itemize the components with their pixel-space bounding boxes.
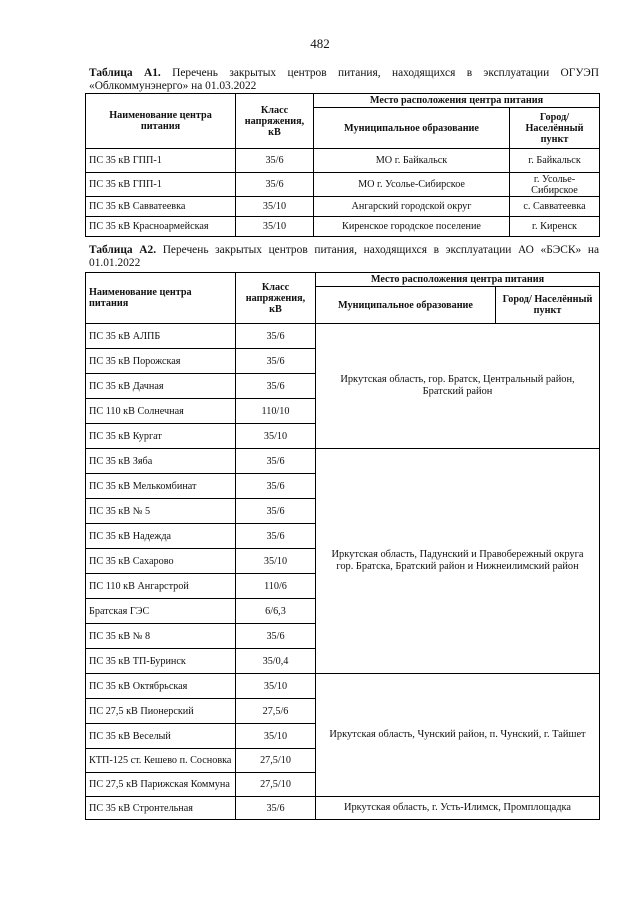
a2-header-city: Город/ Населённый пункт (496, 287, 600, 324)
cell-location: Иркутская область, гор. Братск, Центральный район, Братский район (316, 324, 600, 449)
cell-name: ПС 35 кВ Дачная (86, 374, 236, 399)
cell-municipality: Киренское городское поселение (314, 217, 510, 237)
cell-voltage: 35/10 (236, 549, 316, 574)
cell-voltage: 35/10 (236, 424, 316, 449)
table-a2-title: Перечень закрытых центров питания, находящихся в эксплуатации АО «БЭСК» на 01.01.2022 (89, 244, 599, 269)
cell-name: ПС 35 кВ ГПП-1 (86, 149, 236, 173)
cell-name: ПС 35 кВ Зяба (86, 449, 236, 474)
cell-city: г. Усолье-Сибирское (510, 173, 600, 197)
cell-city: г. Байкальск (510, 149, 600, 173)
table-row (86, 173, 600, 197)
table-a1-caption (89, 67, 599, 92)
cell-name: ПС 35 кВ Красноармейская (86, 217, 236, 237)
cell-name: КТП-125 ст. Кешево п. Сосновка (86, 749, 236, 773)
cell-voltage: 35/10 (236, 674, 316, 699)
table-row (86, 149, 600, 173)
cell-voltage: 35/0,4 (236, 649, 316, 674)
a1-header-location: Место расположения центра питания (314, 94, 600, 108)
cell-location: Иркутская область, г. Усть-Илимск, Промплощадка (316, 797, 600, 820)
cell-voltage: 35/6 (236, 349, 316, 374)
cell-voltage: 35/6 (236, 449, 316, 474)
cell-name: ПС 35 кВ Стронтельная (86, 797, 236, 820)
cell-city: г. Киренск (510, 217, 600, 237)
cell-municipality: МО г. Байкальск (314, 149, 510, 173)
cell-name: ПС 110 кВ Ангарстрой (86, 574, 236, 599)
cell-municipality: Ангарский городской округ (314, 197, 510, 217)
table-a1-title: Перечень закрытых центров питания, находящихся в эксплуатации ОГУЭП «Облкоммунэнерго» на 01.03.2022 (89, 67, 600, 92)
a1-header-voltage: Класс напряжения, кВ (236, 94, 314, 149)
cell-voltage: 35/6 (236, 149, 314, 173)
cell-name: ПС 35 кВ ТП-Буринск (86, 649, 236, 674)
cell-voltage: 35/6 (236, 499, 316, 524)
a2-header-voltage: Класс напряжения, кВ (236, 273, 316, 324)
cell-name: ПС 35 кВ ГПП-1 (86, 173, 236, 197)
cell-name: ПС 35 кВ Порожская (86, 349, 236, 374)
a1-header-name: Наименование центра питания (86, 94, 236, 149)
a1-header-city: Город/ Населённый пункт (510, 108, 600, 149)
cell-location: Иркутская область, Чунский район, п. Чунский, г. Тайшет (316, 674, 600, 797)
cell-voltage: 110/10 (236, 399, 316, 424)
cell-voltage: 35/10 (236, 724, 316, 749)
cell-name: ПС 35 кВ Надежда (86, 524, 236, 549)
cell-voltage: 110/6 (236, 574, 316, 599)
cell-location: Иркутская область, Падунский и Правобережный округа гор. Братска, Братский район и Нижнеилимский район (316, 449, 600, 674)
cell-voltage: 27,5/6 (236, 699, 316, 724)
table-a2-caption (89, 244, 599, 269)
table-row (86, 797, 600, 820)
cell-name: ПС 27,5 кВ Пионерский (86, 699, 236, 724)
cell-name: ПС 35 кВ Мелькомбинат (86, 474, 236, 499)
a2-header-location: Место расположения центра питания (316, 273, 600, 287)
table-a1-label: Таблица А1. (89, 67, 161, 79)
cell-voltage: 35/6 (236, 797, 316, 820)
cell-name: ПС 35 кВ Савватеевка (86, 197, 236, 217)
cell-name: ПС 110 кВ Солнечная (86, 399, 236, 424)
cell-name: ПС 35 кВ Веселый (86, 724, 236, 749)
cell-municipality: МО г. Усолье-Сибирское (314, 173, 510, 197)
cell-name: ПС 27,5 кВ Парижская Коммуна (86, 773, 236, 797)
cell-voltage: 27,5/10 (236, 773, 316, 797)
a2-header-name: Наименование центра питания (86, 273, 236, 324)
cell-voltage: 35/10 (236, 197, 314, 217)
table-row (86, 674, 600, 699)
cell-voltage: 35/6 (236, 324, 316, 349)
cell-name: ПС 35 кВ Кургат (86, 424, 236, 449)
cell-voltage: 35/6 (236, 624, 316, 649)
a1-header-municipality: Муниципальное образование (314, 108, 510, 149)
cell-voltage: 35/6 (236, 173, 314, 197)
cell-name: ПС 35 кВ Сахарово (86, 549, 236, 574)
cell-name: ПС 35 кВ Октябрьская (86, 674, 236, 699)
a2-header-municipality: Муниципальное образование (316, 287, 496, 324)
cell-name: ПС 35 кВ № 5 (86, 499, 236, 524)
table-row (86, 324, 600, 349)
table-row (86, 197, 600, 217)
table-a1 (85, 93, 600, 237)
cell-voltage: 35/6 (236, 524, 316, 549)
table-a2-label: Таблица А2. (89, 244, 157, 256)
cell-voltage: 6/6,3 (236, 599, 316, 624)
page-number: 482 (310, 36, 330, 51)
cell-name: ПС 35 кВ № 8 (86, 624, 236, 649)
cell-voltage: 35/6 (236, 374, 316, 399)
cell-city: с. Савватеевка (510, 197, 600, 217)
cell-voltage: 27,5/10 (236, 749, 316, 773)
table-a2 (85, 272, 600, 820)
table-row (86, 449, 600, 474)
cell-name: ПС 35 кВ АЛПБ (86, 324, 236, 349)
cell-name: Братская ГЭС (86, 599, 236, 624)
table-row (86, 217, 600, 237)
cell-voltage: 35/6 (236, 474, 316, 499)
cell-voltage: 35/10 (236, 217, 314, 237)
